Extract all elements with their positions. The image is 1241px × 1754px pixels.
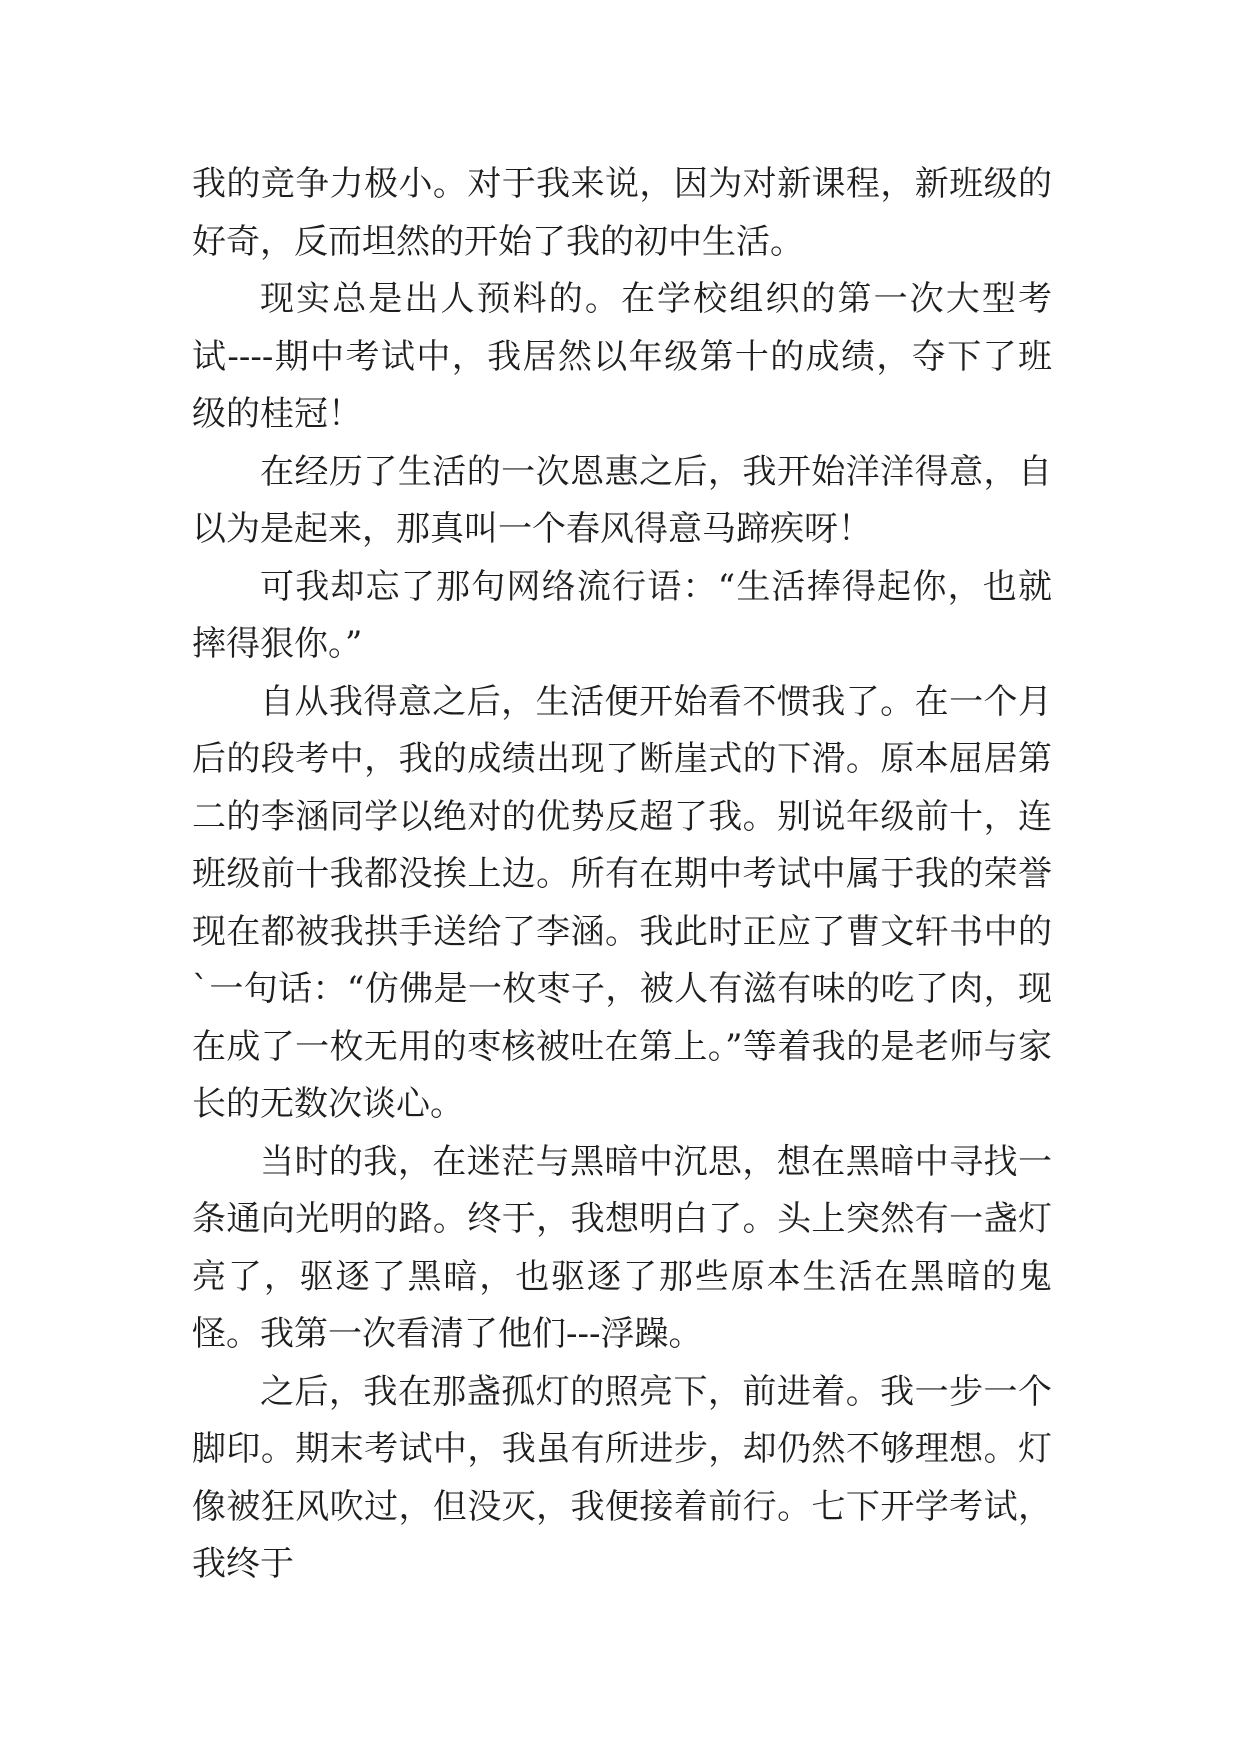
paragraph-5: 自从我得意之后，生活便开始看不惯我了。在一个月后的段考中，我的成绩出现了断崖式的下滑。原本屈居第二的李涵同学以绝对的优势反超了我。别说年级前十，连班级前十我都没挨上边。所有在期中考试中属于我的荣誉现在都被我拱手送给了李涵。我此时正应了曹文轩书中的`一句话：“仿佛是一枚枣子，被人有滋有味的吃了肉，现在成了一枚无用的枣核被吐在第上。”等着我的是老师与家长的无数次谈心。 xyxy=(192,681,1052,1124)
essay-body xyxy=(192,156,1052,1594)
paragraph-7: 之后，我在那盏孤灯的照亮下，前进着。我一步一个脚印。期末考试中，我虽有所进步，却仍然不够理想。灯像被狂风吹过，但没灭，我便接着前行。七下开学考试，我终于 xyxy=(192,1371,1052,1584)
paragraph-3: 在经历了生活的一次恩惠之后，我开始洋洋得意，自以为是起来，那真叫一个春风得意马蹄疾呀！ xyxy=(192,451,1052,549)
paragraph-2: 现实总是出人预料的。在学校组织的第一次大型考试----期中考试中，我居然以年级第十的成绩，夺下了班级的桂冠！ xyxy=(192,279,1052,434)
paragraph-4: 可我却忘了那句网络流行语：“生活捧得起你，也就摔得狠你。” xyxy=(192,566,1052,664)
paragraph-1: 我的竞争力极小。对于我来说，因为对新课程，新班级的好奇，反而坦然的开始了我的初中生活。 xyxy=(192,164,1052,262)
paragraph-6: 当时的我，在迷茫与黑暗中沉思，想在黑暗中寻找一条通向光明的路。终于，我想明白了。头上突然有一盏灯亮了，驱逐了黑暗，也驱逐了那些原本生活在黑暗的鬼怪。我第一次看清了他们---浮躁。 xyxy=(192,1141,1052,1354)
